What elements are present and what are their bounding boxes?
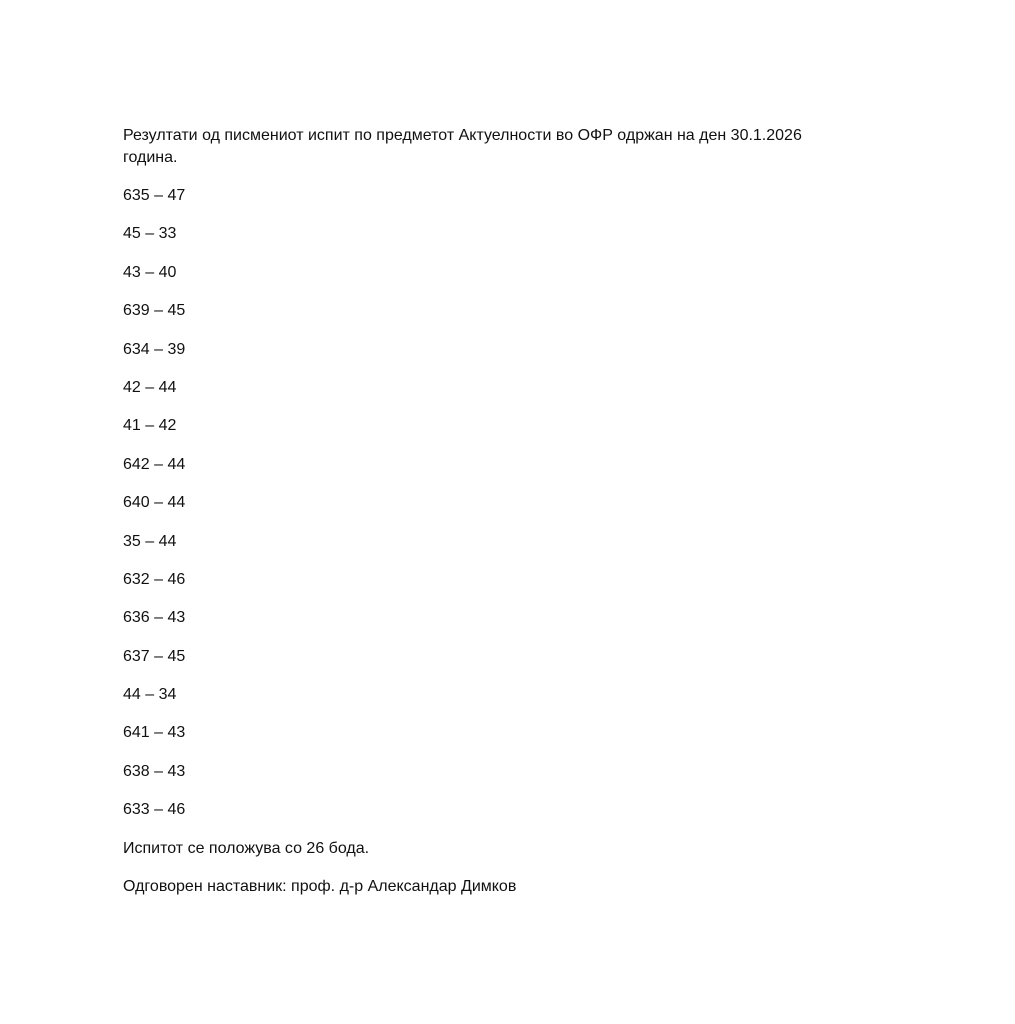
responsible-teacher: Одговорен наставник: проф. д-р Александар Димков xyxy=(123,877,517,895)
result-row: 640 – 44 xyxy=(123,494,186,512)
result-row: 35 – 44 xyxy=(123,532,177,550)
result-row: 634 – 39 xyxy=(123,340,186,358)
results-list xyxy=(123,185,883,821)
document-heading: Резултати од писмениот испит по предметот Актуелности во ОФР одржан на ден 30.1.2026 година. xyxy=(123,127,802,166)
result-row: 642 – 44 xyxy=(123,455,186,473)
document-body xyxy=(123,125,883,898)
result-row: 632 – 46 xyxy=(123,570,186,588)
result-row: 641 – 43 xyxy=(123,724,186,742)
pass-threshold-note: Испитот се положува со 26 бода. xyxy=(123,839,370,857)
result-row: 639 – 45 xyxy=(123,302,186,320)
result-row: 633 – 46 xyxy=(123,801,186,819)
result-row: 42 – 44 xyxy=(123,378,177,396)
result-row: 637 – 45 xyxy=(123,647,186,665)
result-row: 638 – 43 xyxy=(123,762,186,780)
result-row: 635 – 47 xyxy=(123,187,186,204)
result-row: 45 – 33 xyxy=(123,225,177,243)
result-row: 44 – 34 xyxy=(123,686,177,704)
result-row: 636 – 43 xyxy=(123,609,186,627)
result-row: 41 – 42 xyxy=(123,417,177,435)
result-row: 43 – 40 xyxy=(123,263,177,281)
